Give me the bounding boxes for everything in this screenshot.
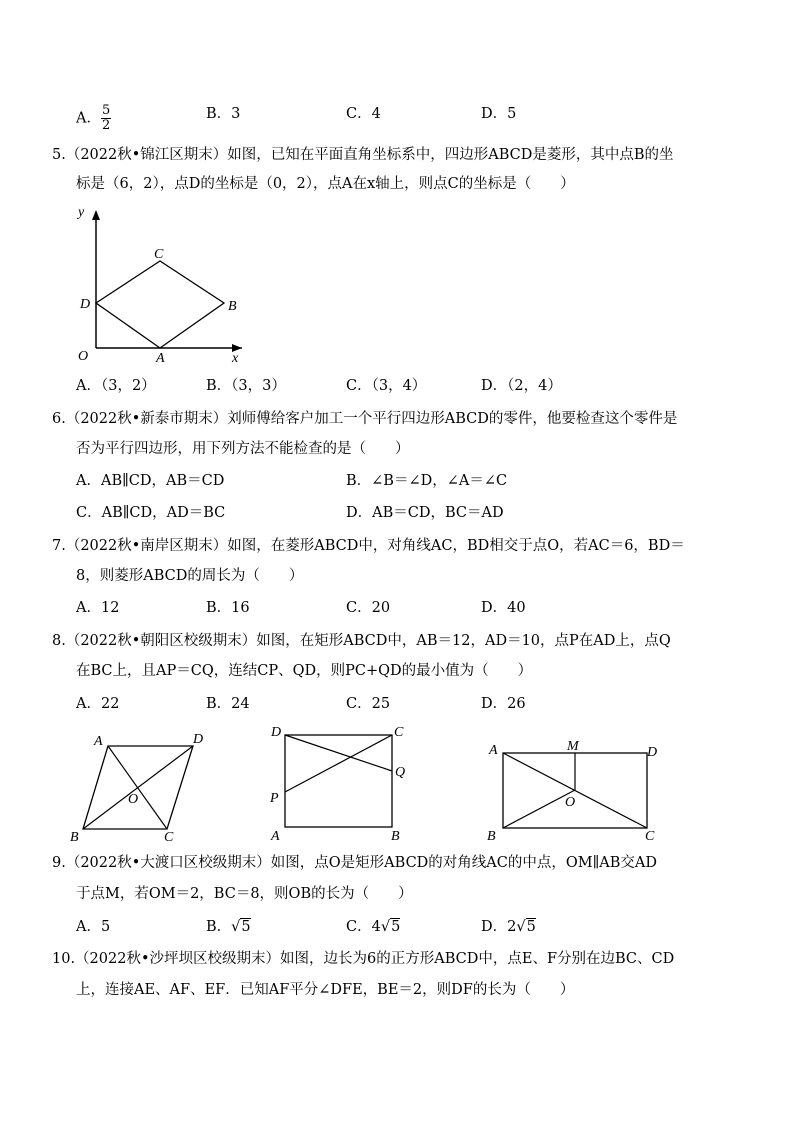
q6-option-a: A．AB∥CD，AB＝CD [76,473,225,489]
label-C: C [645,829,655,844]
label-M: M [567,739,579,754]
label-C: C [394,725,404,740]
q6-option-d: D．AB＝CD，BC＝AD [346,505,504,521]
q4-option-b: B．3 [206,106,241,122]
q5-option-b: B．（3，3） [206,378,286,394]
q9-option-a: A．5 [76,919,111,935]
q8-option-c: C．25 [346,696,391,712]
q4-option-c: C．4 [346,106,381,122]
label-A: A [94,734,103,749]
q10-stem-line1: 10.（2022秋•沙坪坝区校级期末）如图，边长为6的正方形ABCD中，点E、F分别在边BC、CD [52,951,675,967]
q9-figure [485,732,665,847]
q5-stem-line1: 5.（2022秋•锦江区期末）如图，已知在平面直角坐标系中，四边形ABCD是菱形，其中点B的坐 [52,147,674,163]
label-D: D [80,297,91,312]
q8-stem-line1: 8.（2022秋•朝阳区校级期末）如图，在矩形ABCD中，AB＝12，AD＝10，点P在AD上，点Q [52,633,671,649]
q6-option-b: B．∠B＝∠D，∠A＝∠C [346,473,508,489]
label-Q: Q [395,765,406,780]
label-y: y [78,205,85,220]
q8-stem-line2: 在BC上，且AP＝CQ，连结CP、QD，则PC+QD的最小值为（ ） [76,663,533,679]
q9-stem-line1: 9.（2022秋•大渡口区校级期末）如图，点O是矩形ABCD的对角线AC的中点，OM∥AB交AD [52,855,658,871]
label-D: D [193,732,204,747]
q8-figure [265,720,425,845]
q6-option-c: C．AB∥CD，AD＝BC [76,505,226,521]
q4-option-a: A． $\frac{5}{2}$ [76,103,111,133]
label-C: C [154,247,164,262]
q7-stem-line1: 7.（2022秋•南岸区期末）如图，在菱形ABCD中，对角线AC，BD相交于点O，若AC＝6，BD＝ [52,538,685,554]
label-B: B [391,829,400,844]
label-C: C [164,830,174,845]
q7-option-c: C．20 [346,600,391,616]
q7-option-a: A．12 [76,600,120,616]
q5-figure [60,200,260,370]
q7-stem-line2: 8，则菱形ABCD的周长为（ ） [76,568,304,584]
q7-option-d: D．40 [481,600,526,616]
label-A: A [156,351,165,366]
q8-option-a: A．22 [76,696,120,712]
label-O: O [565,795,576,810]
q4-option-d: D．5 [481,106,517,122]
q9-option-c: C．4√5 [346,919,401,935]
q5-option-d: D．（2，4） [481,378,562,394]
label-D: D [271,725,282,740]
q6-stem-line1: 6.（2022秋•新泰市期末）刘师傅给客户加工一个平行四边形ABCD的零件，他要检查这个零件是 [52,411,678,427]
q5-option-c: C．（3，4） [346,378,427,394]
q9-option-b: B．√5 [206,919,251,935]
q7-option-b: B．16 [206,600,250,616]
label-O: O [78,349,89,364]
q7-figure [60,725,220,850]
q5-stem-line2: 标是（6，2），点D的坐标是（0，2），点A在x轴上，则点C的坐标是（ ） [76,176,575,192]
q9-stem-line2: 于点M，若OM＝2，BC＝8，则OB的长为（ ） [76,886,413,902]
fraction: $\frac{5}{2}$ [101,103,111,133]
label-x: x [232,351,239,366]
label-A: A [489,743,498,758]
q8-option-b: B．24 [206,696,250,712]
q10-stem-line2: 上，连接AE、AF、EF．已知AF平分∠DFE，BE＝2，则DF的长为（ ） [76,982,575,998]
label-B: B [228,299,237,314]
label-A: A [271,829,280,844]
q5-option-a: A．（3，2） [76,378,156,394]
label-B: B [487,829,496,844]
label-D: D [647,745,658,760]
label-P: P [270,791,279,806]
q9-option-d: D．2√5 [481,919,536,935]
label-B: B [70,830,79,845]
q6-stem-line2: 否为平行四边形，用下列方法不能检查的是（ ） [76,441,410,457]
label-O: O [128,792,139,807]
q8-option-d: D．26 [481,696,526,712]
